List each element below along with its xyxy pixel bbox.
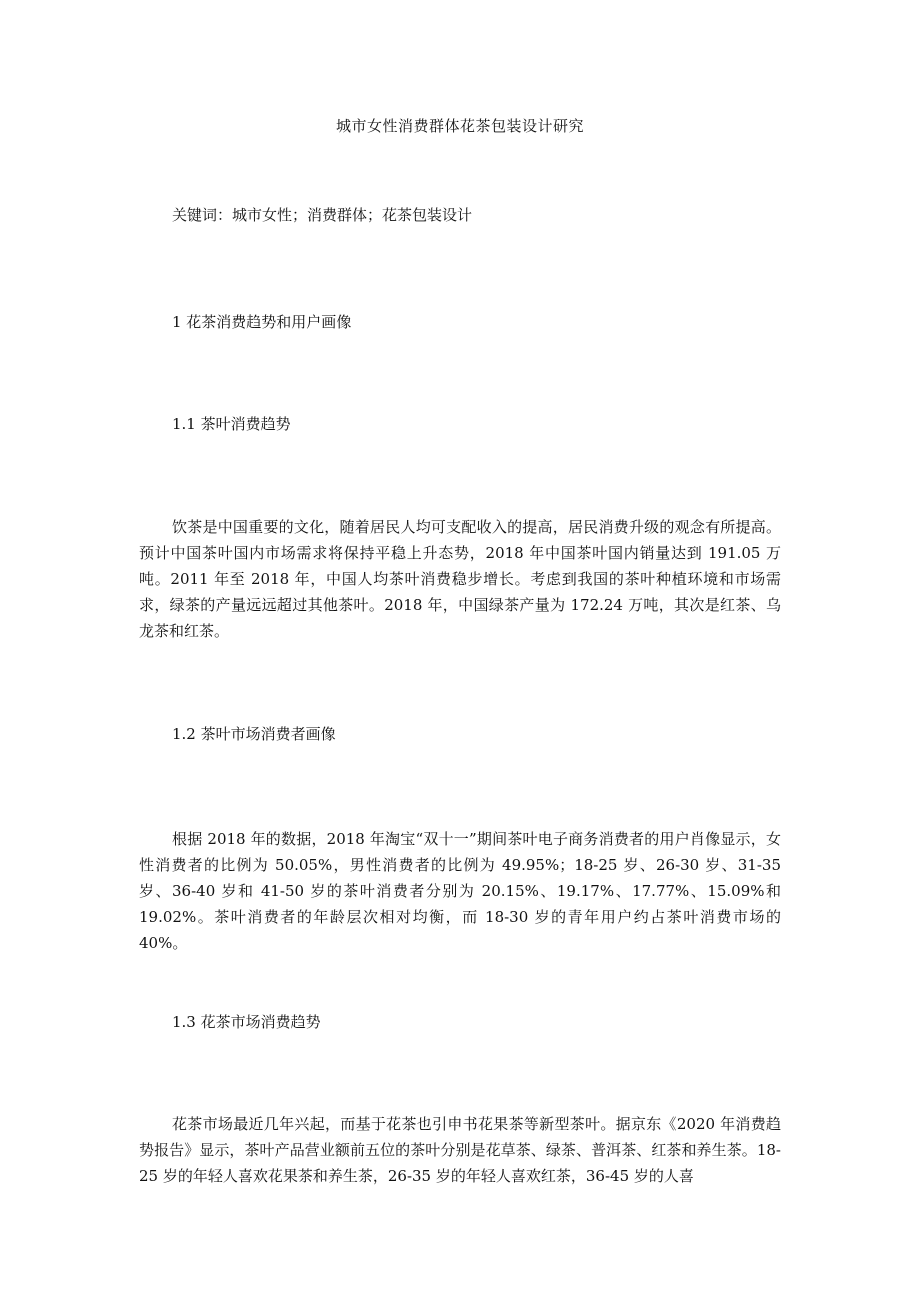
paragraph-1-3: 花茶市场最近几年兴起，而基于花茶也引申书花果茶等新型茶叶。据京东《2020 年消费趋势报告》显示，茶叶产品营业额前五位的茶叶分别是花草茶、绿茶、普洱茶、红茶和养生茶。18-25 岁的年轻人喜欢花果茶和养生茶，26-35 岁的年轻人喜欢红茶，36-45 岁的人喜 <box>139 1115 781 1185</box>
paragraph-1-1: 饮茶是中国重要的文化，随着居民人均可支配收入的提高，居民消费升级的观念有所提高。预计中国茶叶国内市场需求将保持平稳上升态势，2018 年中国茶叶国内销量达到 191.05 万吨。2011 年至 2018 年，中国人均茶叶消费稳步增长。考虑到我国的茶叶种植环境和市场需求，绿茶的产量远远超过其他茶叶。2018 年，中国绿茶产量为 172.24 万吨，其次是红茶、乌龙茶和红茶。 <box>139 518 781 640</box>
section-heading-1-1: 1.1 茶叶消费趋势 <box>172 415 291 433</box>
section-heading-1-3: 1.3 花茶市场消费趋势 <box>172 1013 321 1031</box>
keywords-line: 关键词：城市女性；消费群体；花茶包装设计 <box>172 206 473 224</box>
section-heading-1: 1 花茶消费趋势和用户画像 <box>172 313 352 331</box>
section-heading-1-2: 1.2 茶叶市场消费者画像 <box>172 725 336 743</box>
document-title: 城市女性消费群体花茶包装设计研究 <box>335 117 584 135</box>
paragraph-1-2: 根据 2018 年的数据，2018 年淘宝“双十一”期间茶叶电子商务消费者的用户肖像显示，女性消费者的比例为 50.05%，男性消费者的比例为 49.95%；18-25 岁、26-30 岁、31-35 岁、36-40 岁和 41-50 岁的茶叶消费者分别为 20.15%、19.17%、17.77%、15.09%和 19.02%。茶叶消费者的年龄层次相对均衡，而 18-30 岁的青年用户约占茶叶消费市场的 40%。 <box>139 830 781 952</box>
